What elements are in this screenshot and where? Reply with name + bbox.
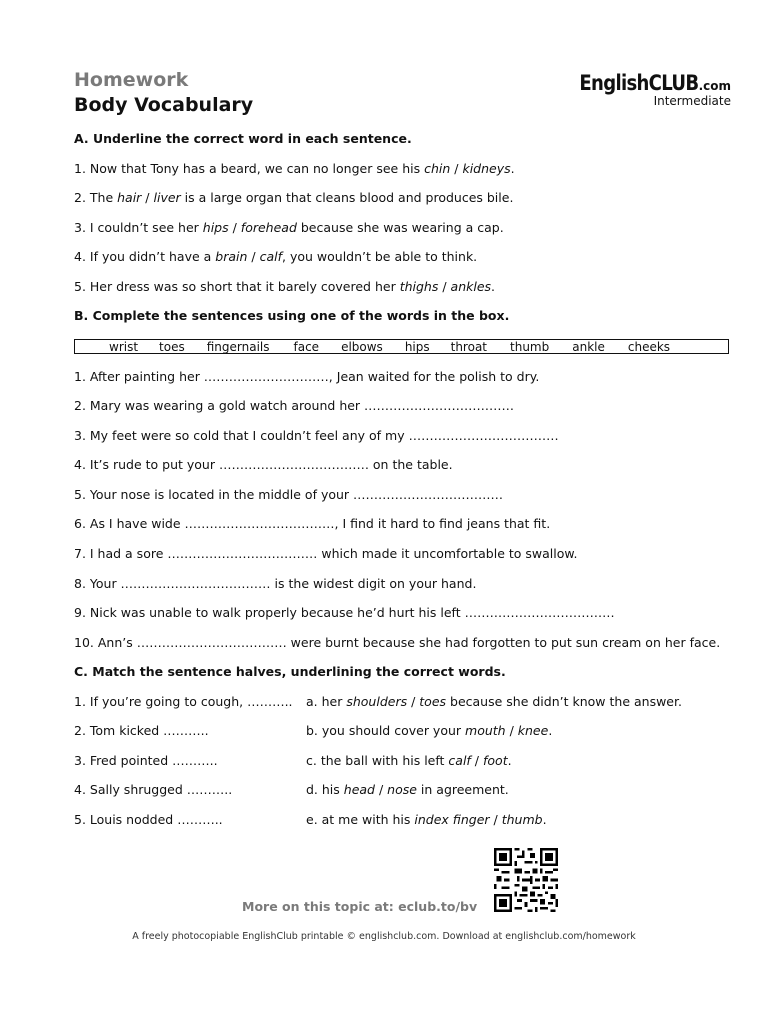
word-box-item: toes: [159, 339, 185, 354]
item-text: , you wouldn’t be able to think.: [282, 249, 478, 264]
section-b-heading: B. Complete the sentences using one of the words in the box.: [74, 308, 510, 323]
word-option: hips: [202, 220, 229, 235]
section-a-heading: A. Underline the correct word in each sentence.: [74, 131, 412, 146]
option-separator: /: [450, 161, 463, 176]
item-text: .: [510, 161, 515, 176]
level-label: Intermediate: [653, 94, 731, 108]
option-separator: /: [247, 249, 260, 264]
section-b-item-3: 3. My feet were so cold that I couldn’t feel any of my ………………………………: [74, 428, 559, 443]
section-c-left-3: 3. Fred pointed ………..: [74, 753, 218, 768]
word-box-item: elbows: [341, 339, 383, 354]
word-option: shoulders: [346, 694, 408, 709]
word-box: [74, 339, 729, 354]
item-text: b. you should cover your: [306, 723, 466, 738]
item-text: e. at me with his: [306, 812, 415, 827]
logo-domain: .com: [698, 79, 731, 93]
word-box-item: cheeks: [627, 339, 671, 354]
section-b-item-7: 7. I had a sore ……………………………… which made it uncomfortable to swallow.: [74, 546, 578, 561]
word-option: chin: [424, 161, 451, 176]
item-text: c. the ball with his left: [306, 753, 449, 768]
option-separator: /: [228, 220, 241, 235]
section-b-item-6: 6. As I have wide ………………………………, I find it hard to find jeans that fit.: [74, 516, 551, 531]
item-text: 2. The: [74, 190, 118, 205]
word-box-item: wrist: [109, 339, 139, 354]
section-c-left-4: 4. Sally shrugged ………..: [74, 782, 233, 797]
item-text: d. his: [306, 782, 344, 797]
word-box-item: thumb: [510, 339, 550, 354]
word-option: ankles: [450, 279, 492, 294]
word-box-item: hips: [404, 339, 430, 354]
section-b-item-4: 4. It’s rude to put your ……………………………… on the table.: [74, 457, 453, 472]
word-box-item: throat: [450, 339, 488, 354]
word-option: toes: [419, 694, 447, 709]
homework-label: Homework: [74, 69, 189, 91]
option-separator: /: [407, 694, 420, 709]
item-text: .: [548, 723, 553, 738]
section-c-right-e: [306, 812, 547, 828]
option-separator: /: [438, 279, 451, 294]
word-option: forehead: [240, 220, 297, 235]
option-separator: /: [505, 723, 518, 738]
item-text: 1. Now that Tony has a beard, we can no longer see his: [74, 161, 425, 176]
section-c-right-a: [306, 694, 682, 710]
section-a-item-5: [74, 279, 495, 295]
section-c-left-1: 1. If you’re going to cough, ………..: [74, 694, 293, 709]
option-separator: /: [374, 782, 388, 797]
word-option: thumb: [501, 812, 543, 827]
item-text: .: [542, 812, 547, 827]
word-option: liver: [153, 190, 181, 205]
word-option: mouth: [465, 723, 506, 738]
section-b-item-8: 8. Your ……………………………… is the widest digit on your hand.: [74, 576, 477, 591]
logo-wordmark: EnglishCLUB: [579, 71, 699, 95]
section-a-item-3: [74, 220, 504, 236]
item-text: 3. I couldn’t see her: [74, 220, 203, 235]
section-c-left-2: 2. Tom kicked ………..: [74, 723, 209, 738]
section-c-right-d: [306, 782, 509, 798]
item-text: 4. If you didn’t have a: [74, 249, 216, 264]
option-separator: /: [489, 812, 502, 827]
word-option: brain: [215, 249, 248, 264]
item-text: because she was wearing a cap.: [296, 220, 504, 235]
section-a-item-1: [74, 161, 515, 177]
page-title: Body Vocabulary: [74, 94, 254, 116]
item-text: is a large organ that cleans blood and produces bile.: [180, 190, 514, 205]
section-a-item-2: [74, 190, 513, 206]
item-text: a. her: [306, 694, 347, 709]
section-b-item-10: 10. Ann’s ……………………………… were burnt because she had forgotten to put sun cream on her face.: [74, 635, 721, 650]
option-separator: /: [470, 753, 483, 768]
item-text: .: [491, 279, 496, 294]
word-option: knee: [517, 723, 549, 738]
word-option: kidneys: [462, 161, 511, 176]
option-separator: /: [141, 190, 154, 205]
section-c-right-c: [306, 753, 512, 769]
section-c-left-5: 5. Louis nodded ………..: [74, 812, 223, 827]
item-text: 5. Her dress was so short that it barely covered her: [74, 279, 400, 294]
section-a-item-4: [74, 249, 477, 265]
word-option: calf: [259, 249, 283, 264]
word-box-item: fingernails: [206, 339, 270, 354]
section-c-heading: C. Match the sentence halves, underlining the correct words.: [74, 664, 506, 679]
word-option: index finger: [414, 812, 490, 827]
word-option: hair: [117, 190, 142, 205]
section-b-item-5: 5. Your nose is located in the middle of your ………………………………: [74, 487, 504, 502]
word-option: head: [343, 782, 375, 797]
section-b-item-2: 2. Mary was wearing a gold watch around her ………………………………: [74, 398, 515, 413]
word-option: nose: [387, 782, 417, 797]
section-c-right-b: [306, 723, 552, 739]
footer-credit: A freely photocopiable EnglishClub printable © englishclub.com. Download at englishclub.com/homework: [132, 931, 636, 942]
word-box-item: face: [293, 339, 320, 354]
item-text: because she didn’t know the answer.: [446, 694, 682, 709]
more-topic-link[interactable]: More on this topic at: eclub.to/bv: [242, 899, 478, 914]
section-b-item-1: 1. After painting her …………………………, Jean waited for the polish to dry.: [74, 369, 540, 384]
item-text: in agreement.: [416, 782, 509, 797]
section-b-item-9: 9. Nick was unable to walk properly because he’d hurt his left ………………………………: [74, 605, 615, 620]
word-box-item: ankle: [572, 339, 605, 354]
qr-code-icon[interactable]: [494, 848, 558, 912]
word-option: calf: [448, 753, 471, 768]
word-option: foot: [483, 753, 508, 768]
word-option: thighs: [399, 279, 439, 294]
item-text: .: [507, 753, 512, 768]
